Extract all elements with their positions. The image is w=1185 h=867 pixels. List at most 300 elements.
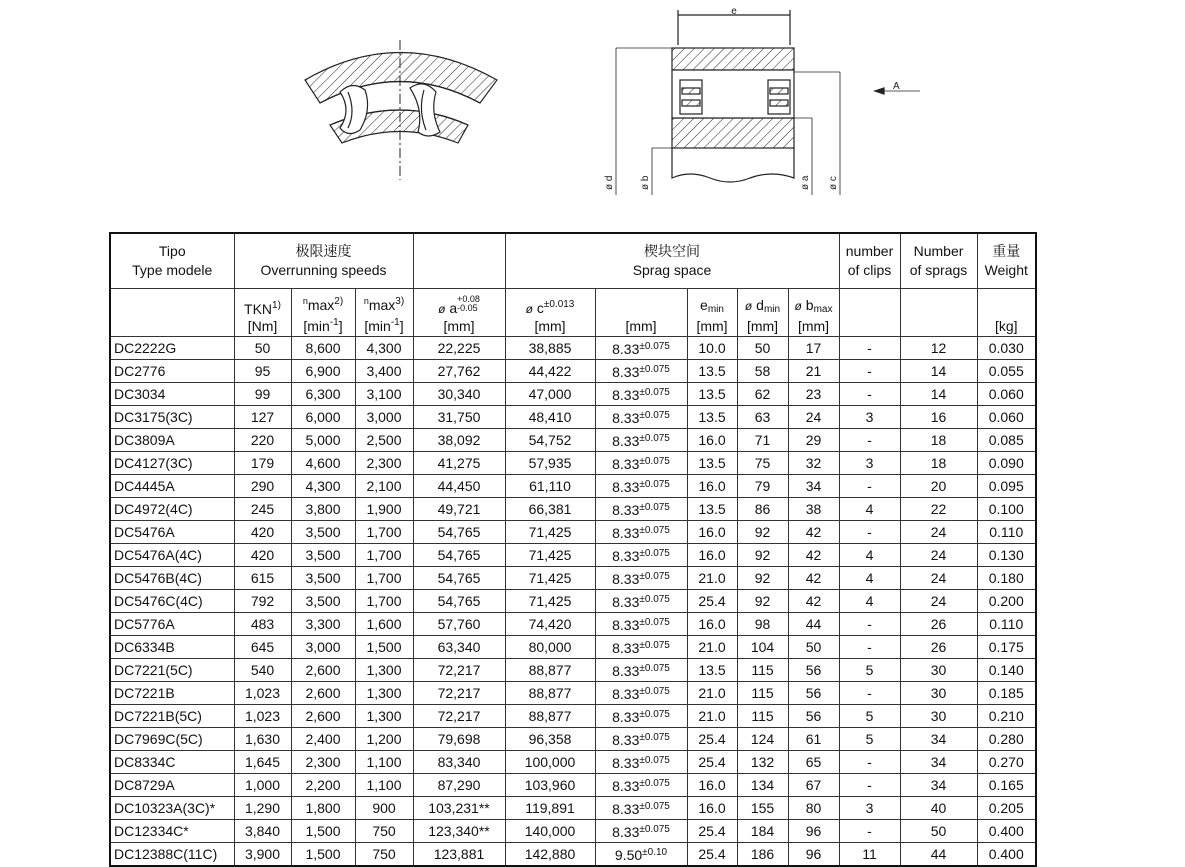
cell-nmax2: 3,500 <box>291 521 355 544</box>
cell-tkn: 3,900 <box>234 843 291 867</box>
cell-d: 115 <box>737 682 788 705</box>
cell-e: 13.5 <box>687 406 737 429</box>
cell-model: DC4127(3C) <box>110 452 234 475</box>
sprag-space-value: 8.33 <box>612 456 640 472</box>
cell-c: 61,110 <box>505 475 595 498</box>
cell-model: DC7221B(5C) <box>110 705 234 728</box>
cell-clips: 3 <box>839 452 900 475</box>
table-row <box>110 590 1036 613</box>
sprag-space-tolerance: ±0.075 <box>639 801 670 812</box>
cell-clips: 5 <box>839 728 900 751</box>
cell-a: 72,217 <box>413 682 505 705</box>
cell-a: 83,340 <box>413 751 505 774</box>
sprag-space-value: 8.33 <box>612 502 640 518</box>
cell-kg: 0.100 <box>977 498 1036 521</box>
cell-model: DC3175(3C) <box>110 406 234 429</box>
cell-nmax2: 2,400 <box>291 728 355 751</box>
cell-c: 54,752 <box>505 429 595 452</box>
table-row <box>110 337 1036 360</box>
cell-clips: - <box>839 636 900 659</box>
sprag-space-tolerance: ±0.075 <box>639 410 670 421</box>
cell-b: 56 <box>788 705 839 728</box>
sprag-space-value: 8.33 <box>612 732 640 748</box>
cell-nmax2: 3,500 <box>291 567 355 590</box>
cell-model: DC7221B <box>110 682 234 705</box>
cell-nmax3: 1,300 <box>355 659 413 682</box>
cell-d: 50 <box>737 337 788 360</box>
d-subheader: ø $d_{min}$ [mm] <box>737 289 788 337</box>
sprag-space-tolerance: ±0.10 <box>642 847 668 858</box>
cell-d: 115 <box>737 705 788 728</box>
cell-sprags: 18 <box>900 452 977 475</box>
table-row <box>110 843 1036 867</box>
cell-nmax2: 2,600 <box>291 705 355 728</box>
nmax3-subheader: $^n\max^{3)}$ $[\min^{-1}]$ <box>355 289 413 337</box>
cell-sprag-space <box>595 705 687 728</box>
cell-nmax2: 4,300 <box>291 475 355 498</box>
cell-a: 72,217 <box>413 705 505 728</box>
cell-clips: - <box>839 429 900 452</box>
cell-c: 38,885 <box>505 337 595 360</box>
cell-nmax2: 6,000 <box>291 406 355 429</box>
cell-c: 57,935 <box>505 452 595 475</box>
cell-c: 88,877 <box>505 705 595 728</box>
cell-d: 92 <box>737 567 788 590</box>
cell-nmax3: 1,700 <box>355 521 413 544</box>
cell-sprag-space <box>595 406 687 429</box>
cell-tkn: 1,000 <box>234 774 291 797</box>
cell-tkn: 540 <box>234 659 291 682</box>
e-subheader: $e_{min}$ [mm] <box>687 289 737 337</box>
cell-nmax3: 1,700 <box>355 590 413 613</box>
cell-nmax2: 2,600 <box>291 659 355 682</box>
cell-a: 87,290 <box>413 774 505 797</box>
cell-nmax3: 1,900 <box>355 498 413 521</box>
cell-sprags: 40 <box>900 797 977 820</box>
cell-kg: 0.210 <box>977 705 1036 728</box>
cell-tkn: 792 <box>234 590 291 613</box>
cell-b: 24 <box>788 406 839 429</box>
sprag-space-value: 8.33 <box>612 479 640 495</box>
cell-c: 71,425 <box>505 544 595 567</box>
cell-e: 25.4 <box>687 820 737 843</box>
cell-c: 47,000 <box>505 383 595 406</box>
table-row <box>110 728 1036 751</box>
cell-b: 42 <box>788 521 839 544</box>
cell-b: 96 <box>788 820 839 843</box>
cell-nmax3: 2,100 <box>355 475 413 498</box>
cell-nmax3: 1,700 <box>355 544 413 567</box>
cell-sprag-space <box>595 567 687 590</box>
sprag-space-tolerance: ±0.075 <box>639 341 670 352</box>
nmax2-subheader: $^n\max^{2)}$ $[\min^{-1}]$ <box>291 289 355 337</box>
cell-sprag-space <box>595 728 687 751</box>
cell-kg: 0.175 <box>977 636 1036 659</box>
sprag-space-tolerance: ±0.075 <box>639 571 670 582</box>
cell-clips: 3 <box>839 797 900 820</box>
cell-clips: - <box>839 383 900 406</box>
cell-kg: 0.400 <box>977 843 1036 867</box>
cell-a: 44,450 <box>413 475 505 498</box>
cell-a: 79,698 <box>413 728 505 751</box>
cell-nmax2: 5,000 <box>291 429 355 452</box>
cell-model: DC4445A <box>110 475 234 498</box>
cell-d: 92 <box>737 590 788 613</box>
cell-sprags: 24 <box>900 544 977 567</box>
cell-clips: - <box>839 820 900 843</box>
cell-clips: - <box>839 774 900 797</box>
cell-kg: 0.400 <box>977 820 1036 843</box>
cell-d: 63 <box>737 406 788 429</box>
cell-sprags: 26 <box>900 636 977 659</box>
cell-c: 119,891 <box>505 797 595 820</box>
technical-drawings <box>0 0 1185 230</box>
sprag-space-value: 8.33 <box>612 686 640 702</box>
cell-e: 16.0 <box>687 521 737 544</box>
cell-b: 61 <box>788 728 839 751</box>
cell-c: 66,381 <box>505 498 595 521</box>
dim-d-label: ø d <box>604 175 615 190</box>
cell-sprags: 30 <box>900 659 977 682</box>
cell-nmax2: 2,600 <box>291 682 355 705</box>
cell-sprags: 24 <box>900 590 977 613</box>
cell-sprags: 30 <box>900 682 977 705</box>
cell-e: 21.0 <box>687 682 737 705</box>
cell-c: 88,877 <box>505 659 595 682</box>
cell-nmax3: 2,500 <box>355 429 413 452</box>
cell-sprags: 20 <box>900 475 977 498</box>
cell-c: 71,425 <box>505 521 595 544</box>
cell-c: 74,420 <box>505 613 595 636</box>
cell-sprag-space <box>595 337 687 360</box>
cell-d: 155 <box>737 797 788 820</box>
cell-kg: 0.060 <box>977 406 1036 429</box>
cell-sprag-space <box>595 383 687 406</box>
cell-nmax2: 8,600 <box>291 337 355 360</box>
cell-c: 48,410 <box>505 406 595 429</box>
cell-sprag-space <box>595 820 687 843</box>
sprag-space-value: 8.33 <box>612 801 640 817</box>
cell-e: 16.0 <box>687 797 737 820</box>
cell-d: 134 <box>737 774 788 797</box>
cell-model: DC4972(4C) <box>110 498 234 521</box>
cell-tkn: 127 <box>234 406 291 429</box>
cell-sprag-space <box>595 521 687 544</box>
cell-clips: 3 <box>839 406 900 429</box>
cell-clips: - <box>839 337 900 360</box>
cell-a: 22,225 <box>413 337 505 360</box>
cell-model: DC6334B <box>110 636 234 659</box>
spec-table <box>109 232 1037 867</box>
cell-e: 13.5 <box>687 360 737 383</box>
header-row <box>110 233 1036 289</box>
cage-section-drawing <box>604 6 920 195</box>
cell-c: 142,880 <box>505 843 595 867</box>
cell-b: 29 <box>788 429 839 452</box>
cell-d: 98 <box>737 613 788 636</box>
cell-d: 104 <box>737 636 788 659</box>
cell-tkn: 420 <box>234 521 291 544</box>
cell-clips: - <box>839 521 900 544</box>
table-row <box>110 544 1036 567</box>
cell-d: 124 <box>737 728 788 751</box>
cell-nmax2: 1,500 <box>291 843 355 867</box>
sprag-space-value: 8.33 <box>612 410 640 426</box>
kg-subheader: [kg] <box>977 289 1036 337</box>
cell-c: 140,000 <box>505 820 595 843</box>
cell-clips: 4 <box>839 567 900 590</box>
cell-e: 13.5 <box>687 659 737 682</box>
sprag-space-value: 8.33 <box>612 433 640 449</box>
cell-tkn: 1,645 <box>234 751 291 774</box>
cell-sprags: 16 <box>900 406 977 429</box>
cell-a: 103,231** <box>413 797 505 820</box>
cell-model: DC5476C(4C) <box>110 590 234 613</box>
cell-clips: 5 <box>839 659 900 682</box>
cell-sprag-space <box>595 360 687 383</box>
cell-kg: 0.205 <box>977 797 1036 820</box>
tkn-subheader: TKN$^{1)}$ [Nm] <box>234 289 291 337</box>
a-subheader: ø a+0.08 -0.05 [mm] <box>413 289 505 337</box>
cell-a: 54,765 <box>413 567 505 590</box>
cell-kg: 0.270 <box>977 751 1036 774</box>
sprag-space-value: 8.33 <box>612 709 640 725</box>
cell-sprags: 50 <box>900 820 977 843</box>
cell-kg: 0.085 <box>977 429 1036 452</box>
cell-tkn: 1,023 <box>234 682 291 705</box>
cell-b: 21 <box>788 360 839 383</box>
cell-sprag-space <box>595 682 687 705</box>
cell-e: 16.0 <box>687 613 737 636</box>
clips-header: number of clips <box>839 233 900 289</box>
cell-nmax2: 6,900 <box>291 360 355 383</box>
table-row <box>110 705 1036 728</box>
sprag-space-tolerance: ±0.075 <box>639 456 670 467</box>
cell-model: DC2776 <box>110 360 234 383</box>
cell-b: 23 <box>788 383 839 406</box>
cell-a: 123,881 <box>413 843 505 867</box>
cell-b: 44 <box>788 613 839 636</box>
sprag-space-tolerance: ±0.075 <box>639 732 670 743</box>
cell-clips: 4 <box>839 498 900 521</box>
table-row <box>110 521 1036 544</box>
sprag-space-value: 8.33 <box>612 640 640 656</box>
cell-model: DC7221(5C) <box>110 659 234 682</box>
cell-sprags: 30 <box>900 705 977 728</box>
cell-c: 71,425 <box>505 567 595 590</box>
cell-b: 17 <box>788 337 839 360</box>
sprag-space-value: 8.33 <box>612 755 640 771</box>
sprag-space-tolerance: ±0.075 <box>639 594 670 605</box>
cell-a: 31,750 <box>413 406 505 429</box>
cell-kg: 0.055 <box>977 360 1036 383</box>
sprag-space-value: 9.50 <box>614 847 643 863</box>
cell-a: 57,760 <box>413 613 505 636</box>
cell-model: DC12388C(11C) <box>110 843 234 867</box>
cell-kg: 0.185 <box>977 682 1036 705</box>
cell-b: 80 <box>788 797 839 820</box>
cell-d: 92 <box>737 521 788 544</box>
cell-e: 25.4 <box>687 751 737 774</box>
cell-nmax2: 6,300 <box>291 383 355 406</box>
cell-kg: 0.090 <box>977 452 1036 475</box>
cell-model: DC3809A <box>110 429 234 452</box>
cell-nmax2: 3,800 <box>291 498 355 521</box>
cell-nmax3: 3,400 <box>355 360 413 383</box>
cell-e: 21.0 <box>687 567 737 590</box>
cell-nmax3: 3,100 <box>355 383 413 406</box>
cell-sprag-space <box>595 429 687 452</box>
dim-c-label: ø c <box>828 176 839 190</box>
cell-nmax3: 2,300 <box>355 452 413 475</box>
cell-tkn: 245 <box>234 498 291 521</box>
cell-sprags: 34 <box>900 728 977 751</box>
cell-d: 184 <box>737 820 788 843</box>
sprag-space-tolerance: ±0.075 <box>639 663 670 674</box>
cell-a: 72,217 <box>413 659 505 682</box>
table-row <box>110 820 1036 843</box>
cell-nmax3: 1,600 <box>355 613 413 636</box>
sprag-space-value: 8.33 <box>612 525 640 541</box>
cell-nmax3: 1,700 <box>355 567 413 590</box>
subheader-row <box>110 289 1036 337</box>
cell-model: DC7969C(5C) <box>110 728 234 751</box>
cell-sprags: 18 <box>900 429 977 452</box>
cell-c: 80,000 <box>505 636 595 659</box>
cell-tkn: 1,290 <box>234 797 291 820</box>
cell-e: 16.0 <box>687 774 737 797</box>
sprag-space-value: 8.33 <box>612 387 640 403</box>
cell-nmax3: 1,100 <box>355 751 413 774</box>
cell-tkn: 483 <box>234 613 291 636</box>
cell-nmax2: 3,000 <box>291 636 355 659</box>
cell-nmax2: 3,300 <box>291 613 355 636</box>
cell-d: 71 <box>737 429 788 452</box>
cell-c: 100,000 <box>505 751 595 774</box>
cell-model: DC12334C* <box>110 820 234 843</box>
cell-b: 56 <box>788 682 839 705</box>
sprag-space-value: 8.33 <box>612 548 640 564</box>
table-row <box>110 383 1036 406</box>
cell-nmax3: 1,300 <box>355 705 413 728</box>
table-row <box>110 659 1036 682</box>
cell-sprags: 22 <box>900 498 977 521</box>
cell-sprag-space <box>595 475 687 498</box>
cell-sprags: 44 <box>900 843 977 867</box>
cell-e: 21.0 <box>687 636 737 659</box>
cell-d: 58 <box>737 360 788 383</box>
cell-e: 25.4 <box>687 843 737 867</box>
cell-sprags: 12 <box>900 337 977 360</box>
cell-kg: 0.180 <box>977 567 1036 590</box>
cell-clips: 4 <box>839 590 900 613</box>
cell-sprags: 24 <box>900 567 977 590</box>
sprag-space-tolerance: ±0.075 <box>639 433 670 444</box>
cell-sprag-space <box>595 751 687 774</box>
cell-model: DC2222G <box>110 337 234 360</box>
cell-kg: 0.110 <box>977 521 1036 544</box>
cell-nmax3: 1,100 <box>355 774 413 797</box>
table-row <box>110 498 1036 521</box>
cell-c: 71,425 <box>505 590 595 613</box>
cell-a: 38,092 <box>413 429 505 452</box>
sprag-space-tolerance: ±0.075 <box>639 502 670 513</box>
table-row <box>110 682 1036 705</box>
cell-tkn: 50 <box>234 337 291 360</box>
cell-model: DC5476A(4C) <box>110 544 234 567</box>
cell-model: DC5476B(4C) <box>110 567 234 590</box>
space-subheader: [mm] <box>595 289 687 337</box>
cell-nmax2: 3,500 <box>291 590 355 613</box>
sprag-space-tolerance: ±0.075 <box>639 548 670 559</box>
cell-e: 21.0 <box>687 705 737 728</box>
sprag-space-tolerance: ±0.075 <box>639 824 670 835</box>
cell-c: 96,358 <box>505 728 595 751</box>
sprag-arc-drawing <box>305 40 497 180</box>
cell-sprag-space <box>595 774 687 797</box>
cell-nmax2: 1,500 <box>291 820 355 843</box>
cell-sprag-space <box>595 843 687 867</box>
table-row <box>110 452 1036 475</box>
cell-e: 13.5 <box>687 452 737 475</box>
cell-kg: 0.280 <box>977 728 1036 751</box>
cell-tkn: 1,023 <box>234 705 291 728</box>
cell-a: 63,340 <box>413 636 505 659</box>
cell-clips: 4 <box>839 544 900 567</box>
cell-b: 67 <box>788 774 839 797</box>
cell-nmax2: 2,200 <box>291 774 355 797</box>
cell-c: 88,877 <box>505 682 595 705</box>
table-row <box>110 774 1036 797</box>
cell-tkn: 220 <box>234 429 291 452</box>
cell-sprags: 14 <box>900 360 977 383</box>
cell-a: 41,275 <box>413 452 505 475</box>
cell-d: 75 <box>737 452 788 475</box>
sprag-space-tolerance: ±0.075 <box>639 387 670 398</box>
cell-a: 27,762 <box>413 360 505 383</box>
sprag-space-value: 8.33 <box>612 364 640 380</box>
cell-sprag-space <box>595 636 687 659</box>
cell-d: 62 <box>737 383 788 406</box>
type-header: Tipo Type modele <box>110 233 234 289</box>
table-row <box>110 567 1036 590</box>
sprag-space-tolerance: ±0.075 <box>639 479 670 490</box>
cell-tkn: 179 <box>234 452 291 475</box>
cell-tkn: 420 <box>234 544 291 567</box>
cell-a: 49,721 <box>413 498 505 521</box>
cell-a: 54,765 <box>413 544 505 567</box>
cell-sprags: 26 <box>900 613 977 636</box>
cell-nmax2: 2,300 <box>291 751 355 774</box>
cell-clips: 11 <box>839 843 900 867</box>
sprag-space-tolerance: ±0.075 <box>639 525 670 536</box>
view-arrow-label: A <box>893 81 900 92</box>
cell-clips: - <box>839 613 900 636</box>
cell-b: 38 <box>788 498 839 521</box>
cell-model: DC8729A <box>110 774 234 797</box>
cell-tkn: 1,630 <box>234 728 291 751</box>
cell-c: 44,422 <box>505 360 595 383</box>
cell-model: DC8334C <box>110 751 234 774</box>
cell-model: DC10323A(3C)* <box>110 797 234 820</box>
cell-tkn: 99 <box>234 383 291 406</box>
cell-a: 123,340** <box>413 820 505 843</box>
cell-model: DC3034 <box>110 383 234 406</box>
cell-kg: 0.140 <box>977 659 1036 682</box>
c-subheader: ø $c^{\pm 0.013}$ [mm] <box>505 289 595 337</box>
cell-nmax3: 1,500 <box>355 636 413 659</box>
cell-sprag-space <box>595 498 687 521</box>
